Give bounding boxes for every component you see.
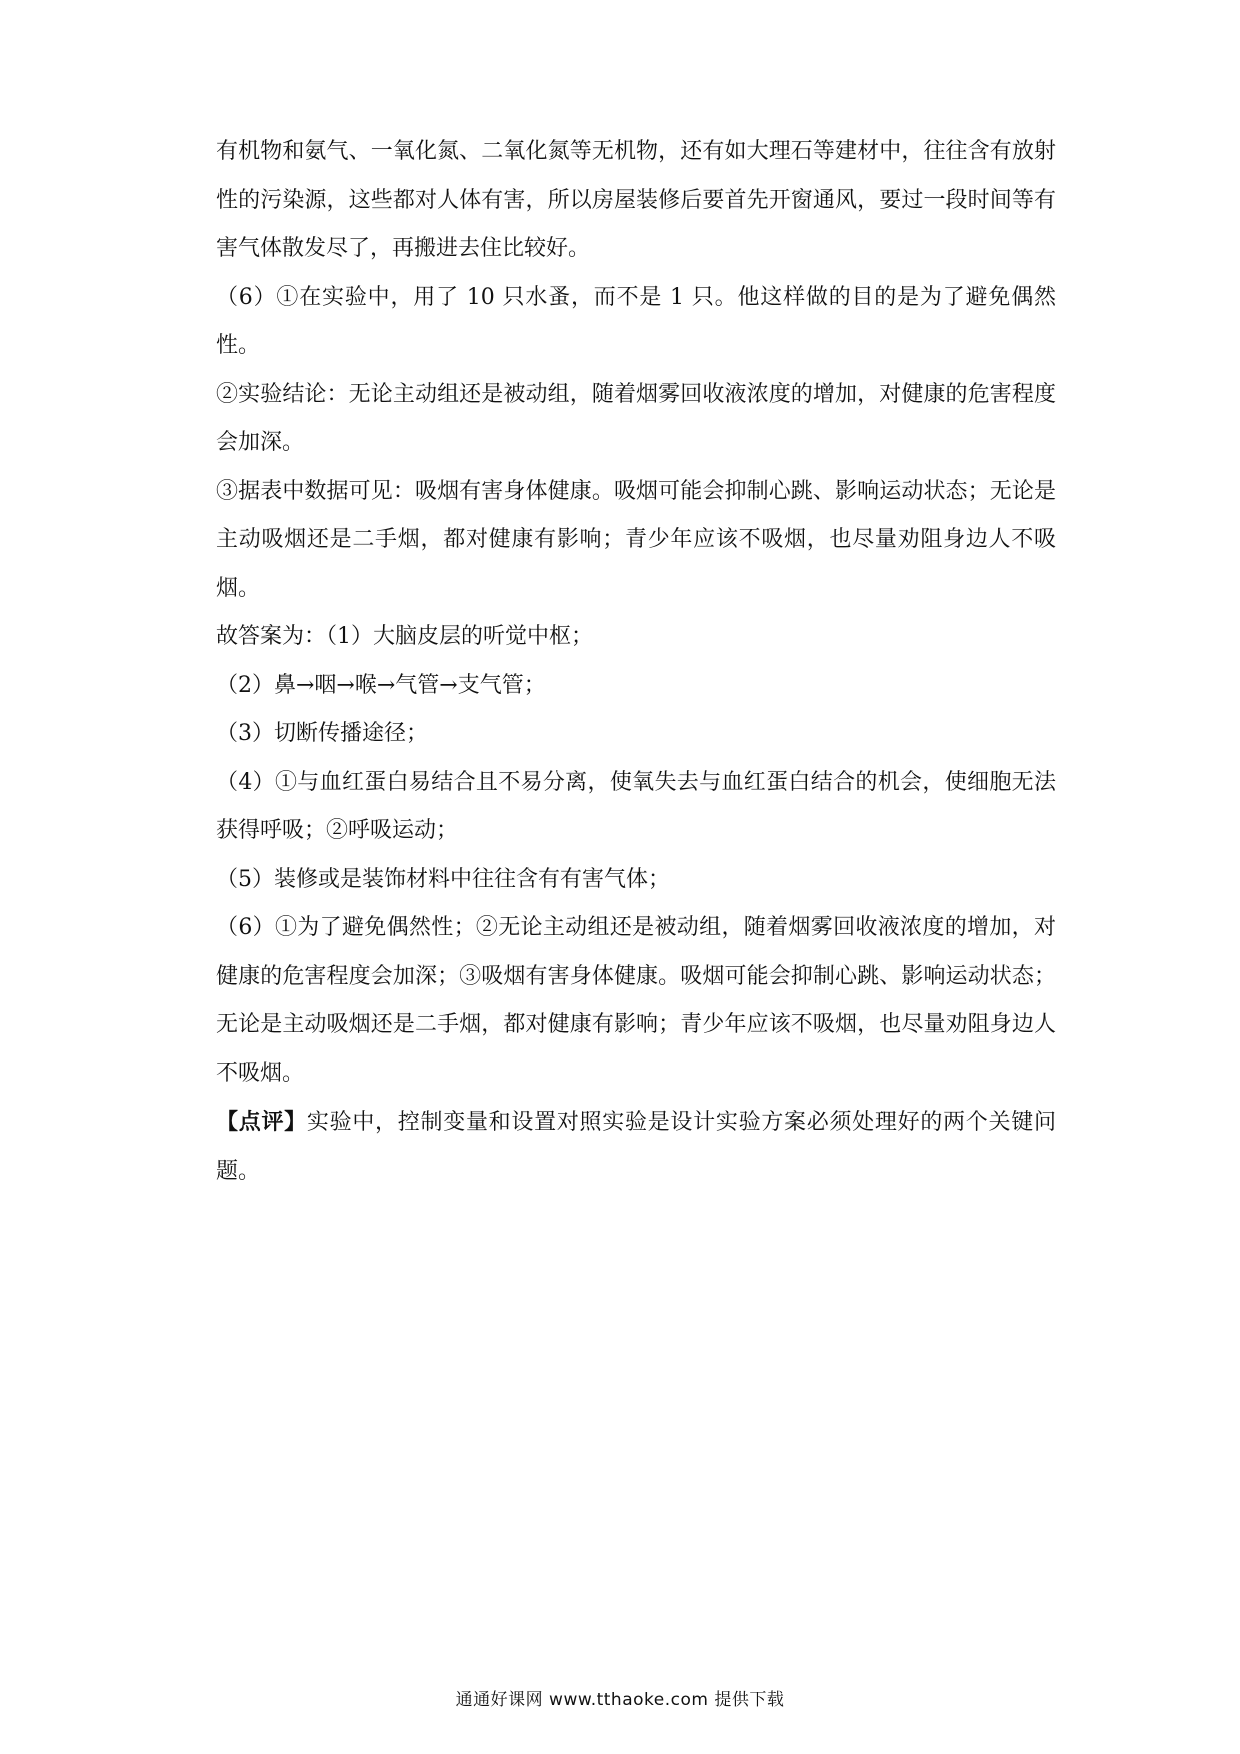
answer-6: （6）①为了避免偶然性；②无论主动组还是被动组，随着烟雾回收液浓度的增加，对健康的危害程度会加深；③吸烟有害身体健康。吸烟可能会抑制心跳、影响运动状态；无论是主动吸烟还是二手烟，都对健康有影响；青少年应该不吸烟，也尽量劝阻身边人不吸烟。 xyxy=(216,915,1056,1086)
comment-text: 实验中，控制变量和设置对照实验是设计实验方案必须处理好的两个关键问题。 xyxy=(216,1110,1056,1184)
paragraph-6-1: （6）①在实验中，用了 10 只水蚤，而不是 1 只。他这样做的目的是为了避免偶然性。 xyxy=(216,284,1056,358)
answer-4: （4）①与血红蛋白易结合且不易分离，使氧失去与血红蛋白结合的机会，使细胞无法获得呼吸；②呼吸运动； xyxy=(216,769,1056,843)
footer-source: 通通好课网 www.tthaoke.com 提供下载 xyxy=(455,1690,785,1710)
answer-3: （3）切断传播途径； xyxy=(216,721,428,746)
document-body xyxy=(216,128,1056,1196)
answer-2: （2）鼻→咽→喉→气管→支气管； xyxy=(216,672,546,698)
comment-paragraph xyxy=(216,1098,1056,1196)
paragraph-ventilation: 有机物和氨气、一氧化氮、二氧化氮等无机物，还有如大理石等建材中，往往含有放射性的污染源，这些都对人体有害，所以房屋装修后要首先开窗通风，要过一段时间等有害气体散发尽了，再搬进去住比较好。 xyxy=(216,139,1056,261)
paragraph-6-3: ③据表中数据可见：吸烟有害身体健康。吸烟可能会抑制心跳、影响运动状态；无论是主动吸烟还是二手烟，都对健康有影响；青少年应该不吸烟，也尽量劝阻身边人不吸烟。 xyxy=(216,478,1056,601)
answer-5: （5）装修或是装饰材料中往往含有有害气体； xyxy=(216,866,670,892)
comment-label: 【点评】 xyxy=(216,1109,307,1135)
paragraph-6-2: ②实验结论：无论主动组还是被动组，随着烟雾回收液浓度的增加，对健康的危害程度会加深。 xyxy=(216,381,1056,455)
answer-1: 故答案为：（1）大脑皮层的听觉中枢； xyxy=(216,624,593,649)
